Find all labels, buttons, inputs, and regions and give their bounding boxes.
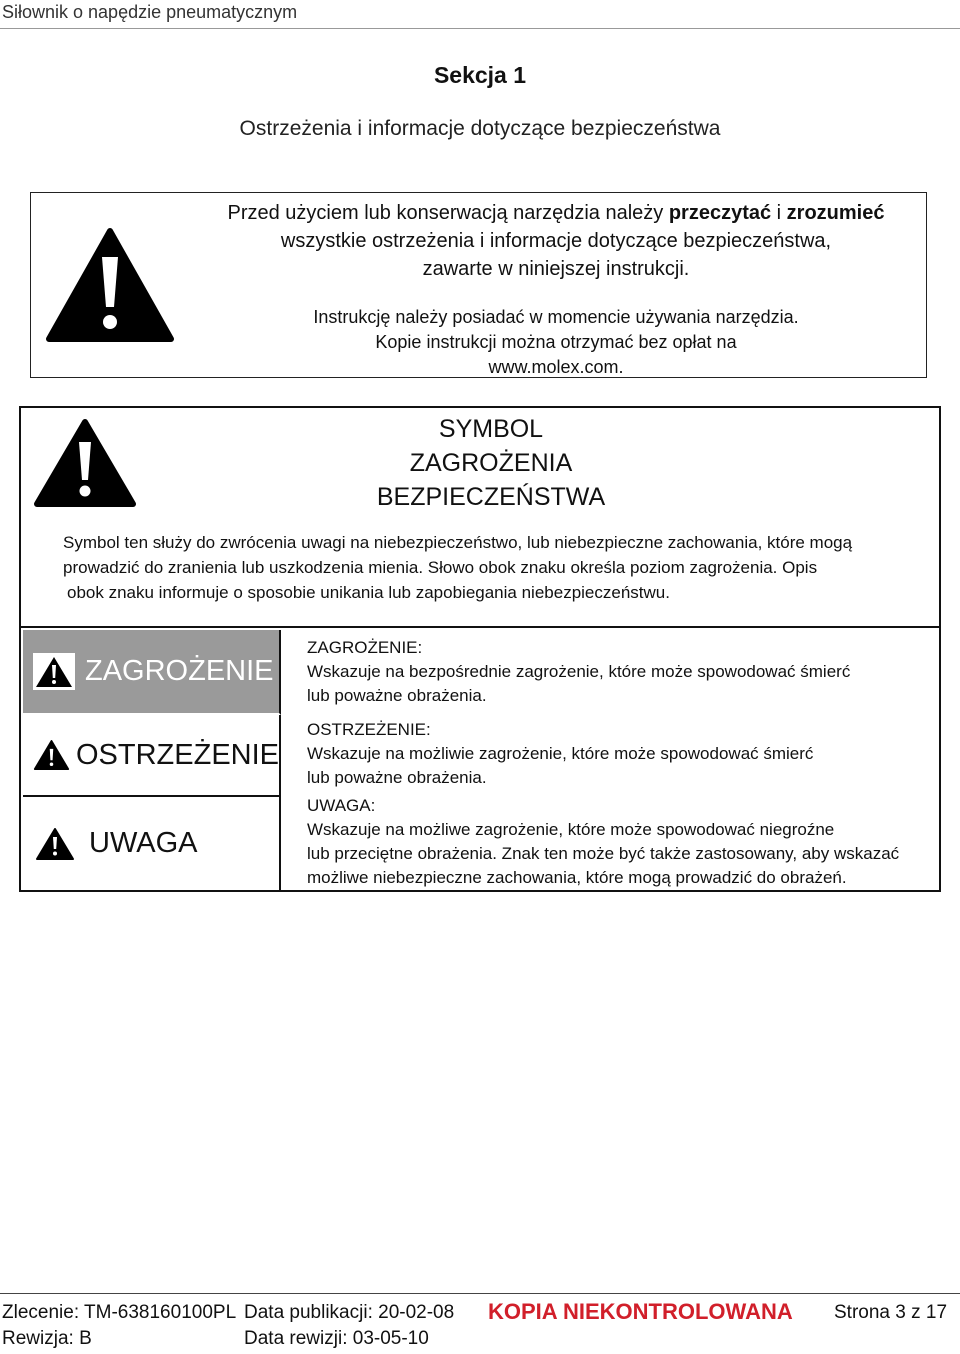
intro-box [30,192,927,378]
intro-instructions [201,199,911,283]
intro-line-3: zawarte w niniejszej instrukcji. [422,258,690,280]
warning-description: OSTRZEŻENIE: Wskazuje na możliwie zagrożenie, które może spowodować śmierć lub poważne obrażenia. [307,718,927,790]
caution-sign-label: UWAGA [89,827,198,859]
warning-level-name: OSTRZEŻENIE: [307,720,431,739]
document-header-title: Siłownik o napędzie pneumatycznym [2,2,298,22]
caution-description: UWAGA: Wskazuje na możliwe zagrożenie, które może spowodować niegroźne lub przeciętne obrażenia. Znak ten może być także zastosowany, aby wskazać możliwe niebezpieczne zachowania, które mogą prowadzić do obrażeń. [307,794,927,890]
footer-page-number: Strona 3 z 17 [834,1302,948,1323]
intro-line-1: Przed użyciem lub konserwacją narzędzia należy przeczytać i zrozumieć [227,202,885,224]
footer-revision-date: Data rewizji: 03-05-10 [244,1328,429,1349]
understand-emphasis: zrozumieć [786,202,885,224]
warning-sign [23,715,281,797]
warning-triangle-icon [33,653,75,690]
danger-description: ZAGROŻENIE: Wskazuje na bezpośrednie zagrożenie, które może spowodować śmierć lub poważne obrażenia. [307,636,927,708]
caution-level-name: UWAGA: [307,796,376,815]
intro-line-5: Kopie instrukcji można otrzymać bez opłat na [375,332,737,352]
danger-sign-label: ZAGROŻENIE [85,655,274,687]
section-subtitle: Ostrzeżenia i informacje dotyczące bezpieczeństwa [239,117,721,140]
footer-revision: Rewizja: B [2,1328,92,1349]
footer-order: Zlecenie: TM-638160100PL [2,1302,237,1323]
warning-triangle-icon [45,227,175,345]
danger-level-name: ZAGROŻENIE: [307,638,423,657]
symbol-description: Symbol ten służy do zwrócenia uwagi na niebezpieczeństwo, lub niebezpieczne zachowania, które mogą prowadzić do zranienia lub uszkodzenia mienia. Słowo obok znaku określa poziom zagrożenia. Opis obok znaku informuje o sposobie unikania lub zapobiegania niebezpieczeństwu. [63,533,853,602]
section-number: Sekcja 1 [433,62,527,88]
read-emphasis: przeczytać [668,202,772,224]
warning-triangle-icon [33,737,70,773]
intro-line-2: wszystkie ostrzeżenia i informacje dotyczące bezpieczeństwa, [280,230,832,252]
footer-publication-date: Data publikacji: 20-02-08 [244,1302,455,1323]
header-divider [0,28,960,29]
footer-divider [0,1293,960,1294]
danger-sign [23,630,281,715]
intro-availability [201,305,911,380]
intro-url: www.molex.com. [488,357,624,377]
intro-line-4: Instrukcję należy posiadać w momencie używania narzędzia. [313,307,799,327]
caution-sign [23,797,281,890]
signal-words-table [19,626,941,892]
warning-triangle-icon [33,418,137,510]
symbol-explanation-box [19,406,941,628]
symbol-heading: SYMBOL ZAGROŻENIA BEZPIECZEŃSTWA [376,415,606,511]
warning-sign-label: OSTRZEŻENIE [75,738,279,771]
uncontrolled-copy-label: KOPIA NIEKONTROLOWANA [488,1299,793,1324]
warning-triangle-icon [35,827,75,861]
